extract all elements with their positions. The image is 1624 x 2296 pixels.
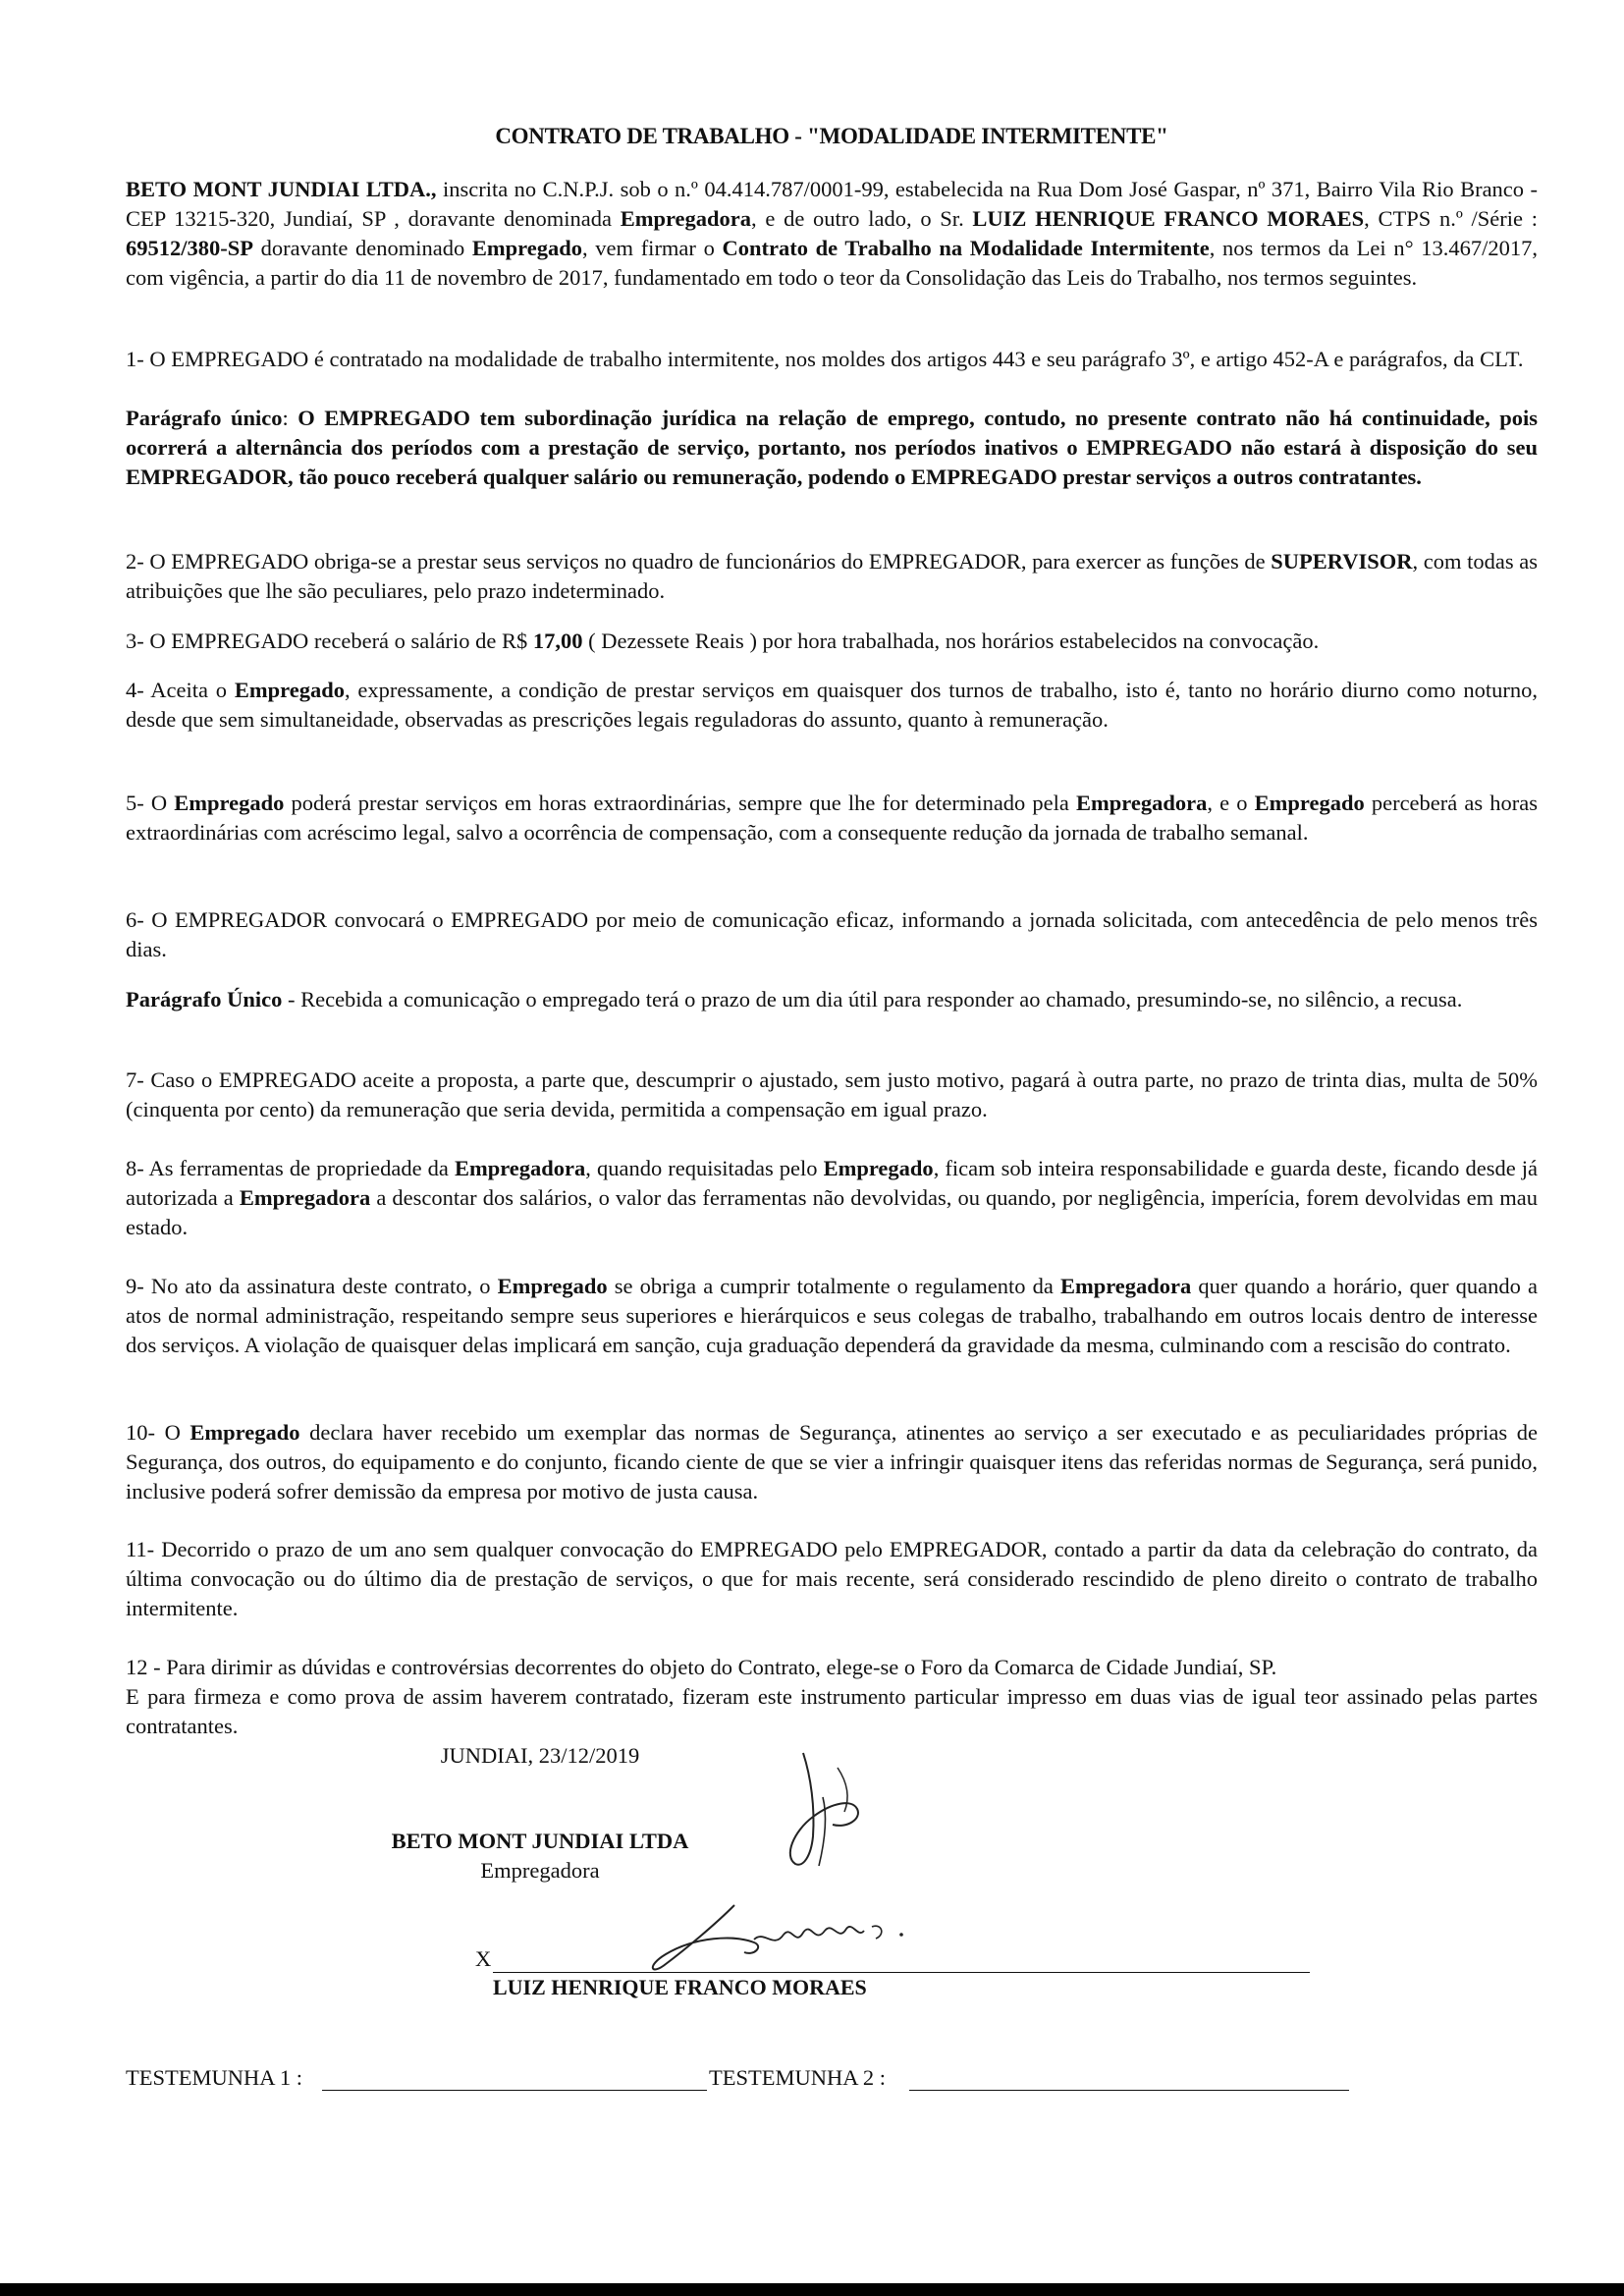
company-signature-name: BETO MONT JUNDIAI LTDA xyxy=(391,1829,689,1853)
clause-3: 3- O EMPREGADO receberá o salário de R$ 17,00 ( Dezessete Reais ) por hora trabalhada, nos horários estabelecidos na convocação. xyxy=(126,629,1320,653)
place-date: JUNDIAI, 23/12/2019 xyxy=(440,1743,640,1768)
company-name: BETO MONT JUNDIAI LTDA., xyxy=(126,177,437,201)
witness-1-line xyxy=(322,2090,707,2091)
clause-6-paragrafo: Parágrafo Único - Recebida a comunicação o empregado terá o prazo de um dia útil para responder ao chamado, presumindo-se, no silêncio, a recusa. xyxy=(126,987,1463,1011)
clause-8: 8- As ferramentas de propriedade da Empregadora, quando requisitadas pelo Empregado, ficam sob inteira responsabilidade e guarda deste, ficando desde já autorizada a Empregadora a descontar dos salários, o valor das ferramentas não devolvidas, ou quando, por negligência, imperícia, forem devolvidas em mau estado. xyxy=(126,1156,1539,1239)
salary-amount: 17,00 xyxy=(532,629,583,653)
clause-2: 2- O EMPREGADO obriga-se a prestar seus serviços no quadro de funcionários do EMPREGADOR, para exercer as funções de SUPERVISOR, com todas as atribuições que lhe são peculiares, pelo prazo indeterminado. xyxy=(126,549,1538,603)
clause-4: 4- Aceita o Empregado, expressamente, a condição de prestar serviços em quaisquer dos turnos de trabalho, isto é, tanto no horário diurno como noturno, desde que sem simultaneidade, observadas as prescrições legais reguladoras do assunto, quanto à remuneração. xyxy=(126,678,1538,732)
ctps-number: 69512/380-SP xyxy=(126,236,254,260)
contract-name: Contrato de Trabalho na Modalidade Intermitente xyxy=(722,236,1210,260)
clause-1-paragrafo: Parágrafo único: O EMPREGADO tem subordinação jurídica na relação de emprego, contudo, no presente contrato não há continuidade, pois ocorrerá a alternância dos períodos com a prestação de serviço, portanto, nos períodos inativos o EMPREGADO não estará à disposição do seu EMPREGADOR, tão pouco receberá qualquer salário ou remuneração, podendo o EMPREGADO prestar serviços a outros contratantes. xyxy=(126,406,1538,489)
company-signature-role: Empregadora xyxy=(480,1858,600,1883)
document-title: CONTRATO DE TRABALHO - "MODALIDADE INTERMITENTE" xyxy=(495,124,1168,148)
clause-7: 7- Caso o EMPREGADO aceite a proposta, a parte que, descumprir o ajustado, sem justo motivo, pagará à outra parte, no prazo de trinta dias, multa de 50% (cinquenta por cento) da remuneração que seria devida, permitida a compensação em igual prazo. xyxy=(126,1067,1538,1121)
witness-2-line xyxy=(909,2090,1349,2091)
clause-9: 9- No ato da assinatura deste contrato, o Empregado se obriga a cumprir totalmente o regulamento da Empregadora quer quando a horário, quer quando a atos de normal administração, respeitando sempre seus superiores e hierárquicos e seus colegas de trabalho, trabalhando em outros locais dentro de interesse dos serviços. A violação de quaisquer delas implicará em sanção, cuja graduação dependerá da gravidade da mesma, culminando com a rescisão do contrato. xyxy=(126,1274,1538,1357)
intro-paragraph: BETO MONT JUNDIAI LTDA., inscrita no C.N.P.J. sob o n.º 04.414.787/0001-99, estabelecida na Rua Dom José Gaspar, nº 371, Bairro Vila Rio Branco - CEP 13215-320, Jundiaí, SP , doravante denominada Empregadora, e de outro lado, o Sr. LUIZ HENRIQUE FRANCO MORAES, CTPS n.º /Série : 69512/380-SP doravante denominado Empregado, vem firmar o Contrato de Trabalho na Modalidade Intermitente, nos termos da Lei n° 13.467/2017, com vigência, a partir do dia 11 de novembro de 2017, fundamentado em todo o teor da Consolidação das Leis do Trabalho, nos termos seguintes. xyxy=(126,177,1538,290)
clause-11: 11- Decorrido o prazo de um ano sem qualquer convocação do EMPREGADO pelo EMPREGADOR, contado a partir da data da celebração do contrato, da última convocação ou do último dia de prestação de serviços, o que for mais recente, será considerado rescindido de pleno direito o contrato de trabalho intermitente. xyxy=(126,1537,1538,1620)
employee-name: LUIZ HENRIQUE FRANCO MORAES xyxy=(972,206,1365,231)
clause-5: 5- O Empregado poderá prestar serviços em horas extraordinárias, sempre que lhe for determinado pela Empregadora, e o Empregado perceberá as horas extraordinárias com acréscimo legal, salvo a ocorrência de compensação, com a consequente redução da jornada de trabalho semanal. xyxy=(126,791,1538,845)
x-mark: X xyxy=(475,1946,492,1971)
employee-signature-name: LUIZ HENRIQUE FRANCO MORAES xyxy=(493,1975,867,1999)
clause-10: 10- O Empregado declara haver recebido um exemplar das normas de Segurança, atinentes ao serviço a ser executado e as peculiaridades próprias de Segurança, dos outros, do equipamento e do conjunto, ficando ciente de que se vier a infringir quaisquer itens das referidas normas de Segurança, será punido, inclusive poderá sofrer demissão da empresa por motivo de justa causa. xyxy=(126,1420,1538,1503)
company-signature-scribble xyxy=(754,1738,911,1876)
employee-signature-scribble xyxy=(607,1895,980,1984)
clause-1: 1- O EMPREGADO é contratado na modalidade de trabalho intermitente, nos moldes dos artigos 443 e seu parágrafo 3º, e artigo 452-A e parágrafos, da CLT. xyxy=(126,347,1524,371)
witness-1-label: TESTEMUNHA 1 : xyxy=(126,2065,302,2090)
clause-12: 12 - Para dirimir as dúvidas e controvérsias decorrentes do objeto do Contrato, elege-se o Foro da Comarca de Cidade Jundiaí, SP. E para firmeza e como prova de assim haverem contratado, fizeram este instrumento particular impresso em duas vias de igual teor assinado pelas partes contratantes. xyxy=(126,1655,1538,1738)
witness-2-label: TESTEMUNHA 2 : xyxy=(709,2065,886,2090)
scan-edge-bar xyxy=(0,2283,1624,2296)
clause-6: 6- O EMPREGADOR convocará o EMPREGADO por meio de comunicação eficaz, informando a jornada solicitada, com antecedência de pelo menos três dias. xyxy=(126,907,1538,961)
role: SUPERVISOR xyxy=(1271,549,1413,574)
